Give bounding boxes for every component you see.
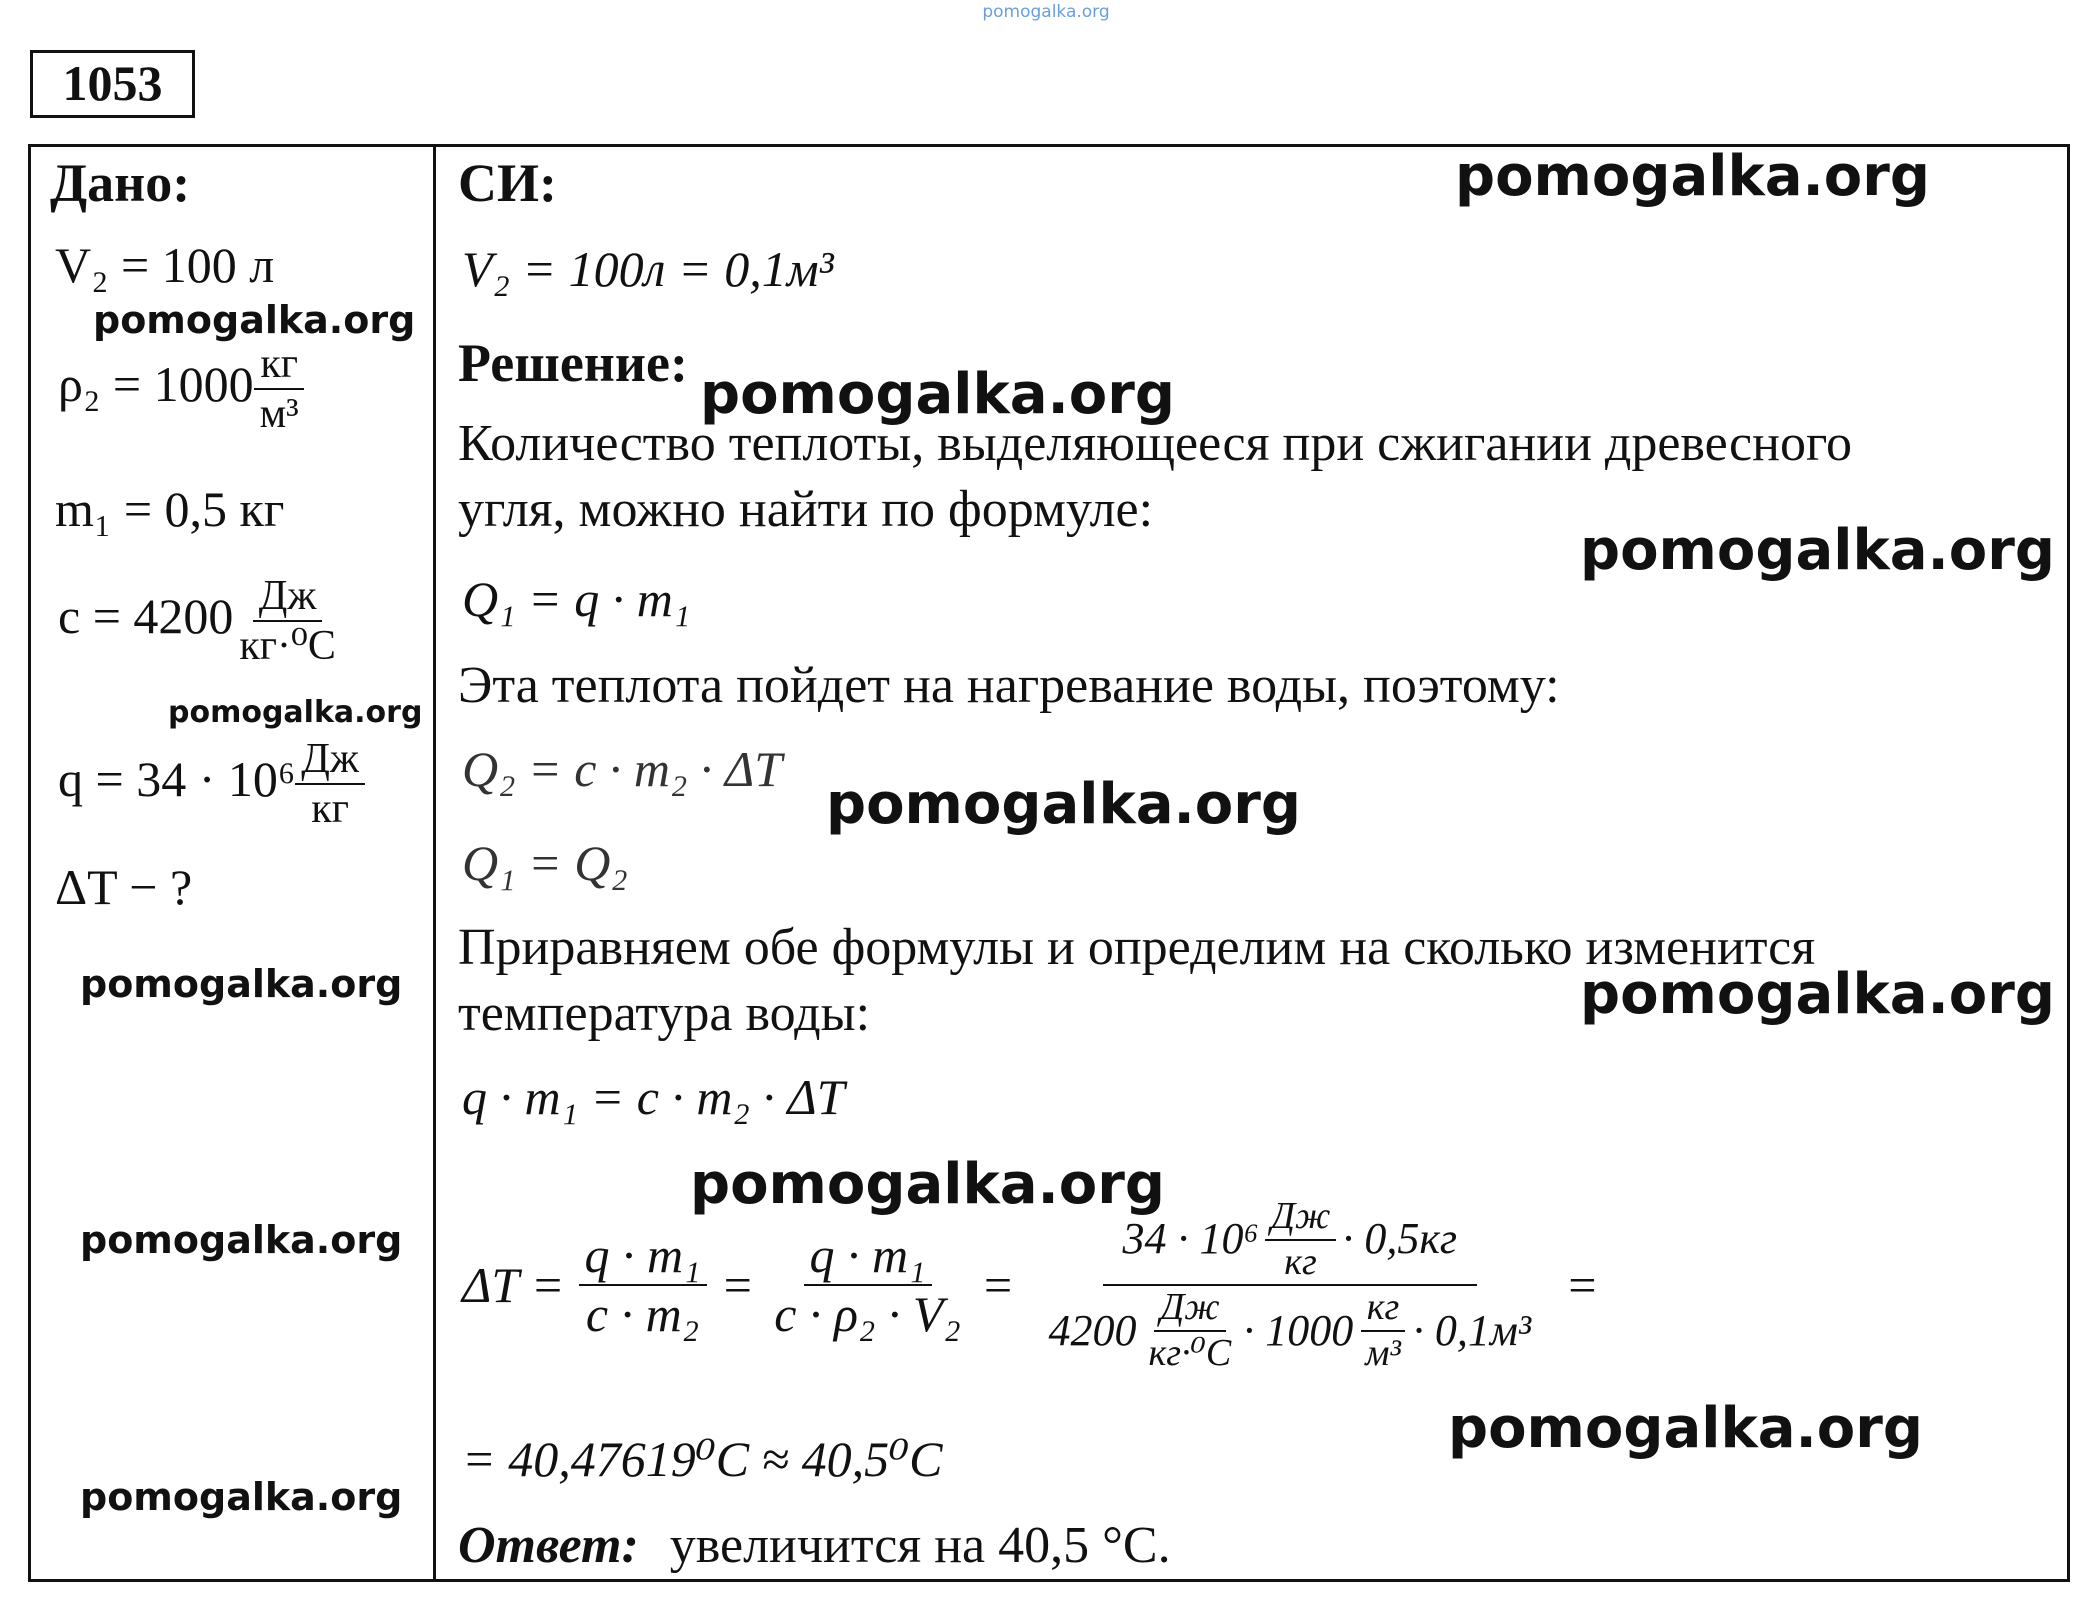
big-num-unit-den: кг	[1284, 1240, 1317, 1283]
given-rho2-lhs: ρ₂ = 1000	[58, 355, 254, 412]
fraction-1-denominator: c · m₂	[585, 1286, 700, 1343]
formula-q1: Q₁ = q · m₁	[462, 571, 691, 627]
fraction-3-denominator	[1029, 1286, 1552, 1375]
watermark-right-1: pomogalka.org	[1455, 144, 1930, 209]
si-heading: СИ:	[458, 153, 557, 213]
big-den-unit1-num: Дж	[1154, 1286, 1226, 1332]
given-q-unit-num: Дж	[295, 735, 365, 785]
fraction-2-denominator: c · ρ₂ · V₂	[774, 1286, 961, 1343]
given-c	[58, 572, 342, 671]
solution-paragraph-1-line-1: Количество теплоты, выделяющееся при сжигании древесного	[458, 415, 1852, 472]
watermark-right-2: pomogalka.org	[700, 362, 1175, 427]
column-divider	[433, 144, 436, 1582]
si-v2: V₂ = 100л = 0,1м³	[462, 241, 834, 297]
watermark-given-3: pomogalka.org	[80, 962, 403, 1006]
formula-q-equal: Q₁ = Q₂	[462, 835, 628, 891]
given-q	[58, 735, 365, 834]
given-c-lhs: c = 4200	[58, 587, 234, 644]
big-den-unit2-num: кг	[1361, 1286, 1406, 1332]
given-v2: V₂ = 100 л	[55, 237, 275, 293]
big-num-a: 34 · 10⁶	[1122, 1214, 1259, 1264]
given-m1: m₁ = 0,5 кг	[55, 481, 285, 537]
given-q-lhs: q = 34 · 10⁶	[58, 750, 296, 807]
given-c-unit-num: Дж	[253, 572, 323, 622]
watermark-given-1: pomogalka.org	[93, 298, 416, 342]
problem-number: 1053	[30, 50, 195, 118]
big-num-unit-num: Дж	[1265, 1195, 1337, 1241]
fraction-2-numerator: q · m₁	[804, 1227, 932, 1287]
given-q-unit-den: кг	[311, 786, 349, 833]
given-unknown: ΔT − ?	[55, 859, 193, 915]
fraction-3	[1029, 1195, 1552, 1376]
solution-paragraph-3-line-2: температура воды:	[458, 985, 871, 1042]
solution-paragraph-1-line-2: угля, можно найти по формуле:	[458, 481, 1154, 538]
watermark-right-4: pomogalka.org	[826, 772, 1301, 837]
formula-balance: q · m₁ = c · m₂ · ΔT	[462, 1069, 845, 1125]
given-rho2-unit-den: м³	[259, 391, 299, 438]
big-den-b: · 1000	[1243, 1305, 1354, 1355]
fraction-2	[768, 1227, 967, 1344]
big-num-b: · 0,5кг	[1342, 1214, 1458, 1264]
solution-paragraph-3-line-1: Приравняем обе формулы и определим на сколько изменится	[458, 919, 1816, 976]
answer-label: Ответ:	[458, 1517, 639, 1574]
watermark-given-2: pomogalka.org	[168, 695, 423, 730]
equals-1: =	[720, 1257, 755, 1314]
watermark-right-5: pomogalka.org	[1580, 962, 2055, 1027]
equals-2: =	[980, 1257, 1015, 1314]
fraction-1	[579, 1227, 707, 1344]
given-rho2-unit-num: кг	[254, 340, 304, 390]
watermark-given-4: pomogalka.org	[80, 1218, 403, 1262]
big-den-a: 4200	[1048, 1305, 1137, 1355]
given-rho2	[58, 340, 305, 439]
formula-q2: Q₂ = c · m₂ · ΔT	[462, 741, 783, 797]
formula-delta-t	[462, 1195, 1599, 1376]
watermark-given-5: pomogalka.org	[80, 1475, 403, 1519]
fraction-3-numerator	[1103, 1195, 1478, 1286]
watermark-right-6: pomogalka.org	[690, 1152, 1165, 1217]
given-heading: Дано:	[50, 153, 191, 213]
equals-3: =	[1565, 1257, 1599, 1314]
answer-line	[458, 1516, 1171, 1575]
fraction-1-numerator: q · m₁	[579, 1227, 707, 1287]
solution-heading: Решение:	[458, 333, 688, 393]
top-watermark: pomogalka.org	[982, 2, 1110, 22]
answer-text: увеличится на 40,5 °C.	[669, 1517, 1171, 1574]
big-den-unit1-den: кг·⁰C	[1148, 1332, 1232, 1375]
delta-t-lhs: ΔT =	[462, 1257, 565, 1314]
big-den-unit2-den: м³	[1365, 1332, 1401, 1375]
solution-paragraph-2: Эта теплота пойдет на нагревание воды, поэтому:	[458, 657, 1560, 714]
formula-result: = 40,47619⁰C ≈ 40,5⁰C	[462, 1431, 943, 1487]
big-den-c: · 0,1м³	[1412, 1305, 1532, 1355]
given-c-unit-den: кг·⁰C	[239, 623, 336, 670]
watermark-right-3: pomogalka.org	[1580, 518, 2055, 583]
watermark-right-7: pomogalka.org	[1448, 1396, 1923, 1461]
